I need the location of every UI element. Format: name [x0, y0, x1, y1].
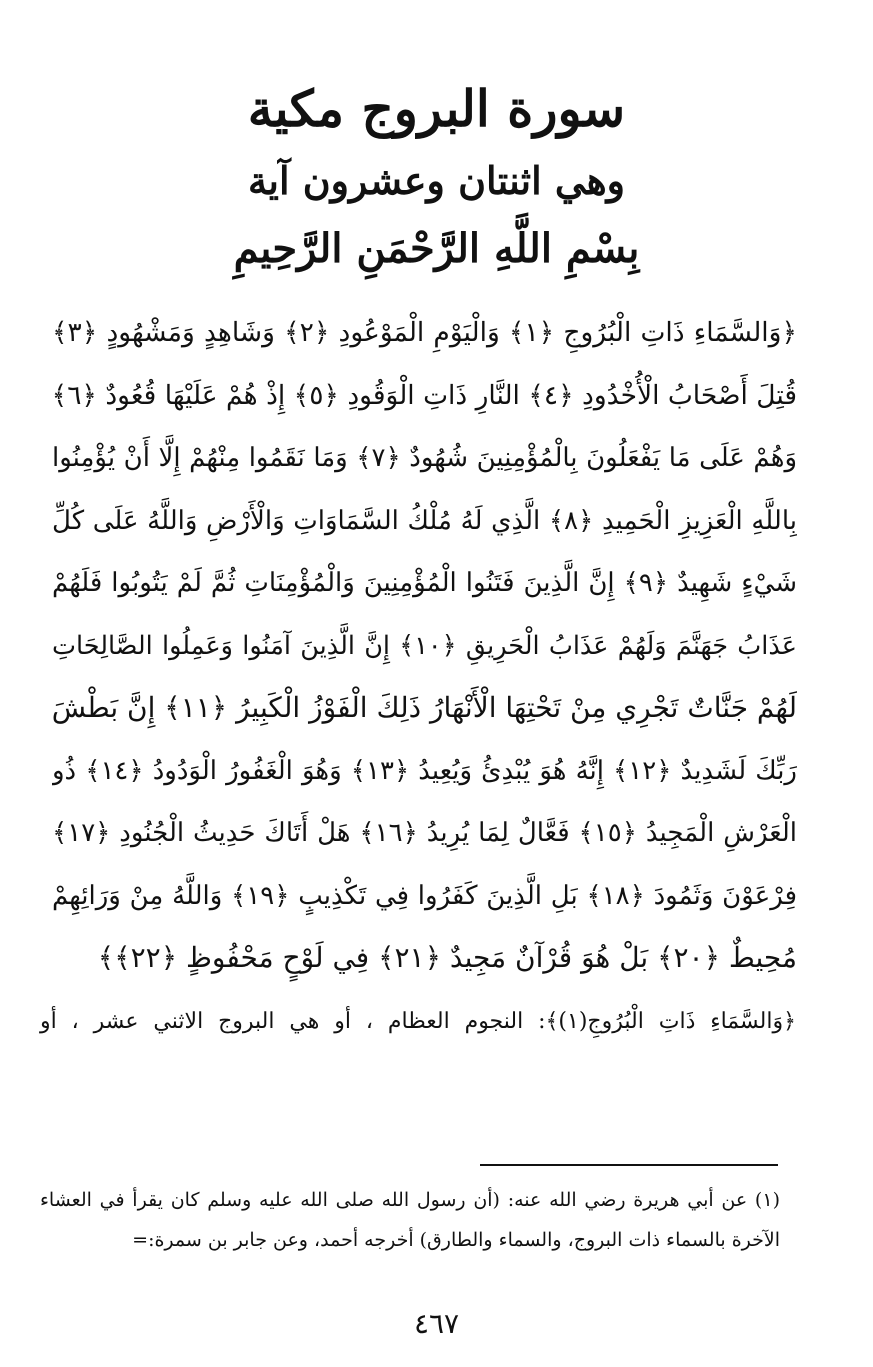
basmala: بِسْمِ اللَّهِ الرَّحْمَنِ الرَّحِيمِ: [233, 225, 640, 272]
verse-line: قُتِلَ أَصْحَابُ الْأُخْدُودِ ﴿٤﴾ النَّارِ ذَاتِ الْوَقُودِ ﴿٥﴾ إِذْ هُمْ عَلَيْهَا قُعُودٌ ﴿٦﴾: [52, 379, 797, 411]
surah-title: سورة البروج مكية: [247, 79, 626, 138]
verse-line: رَبِّكَ لَشَدِيدٌ ﴿١٢﴾ إِنَّهُ هُوَ يُبْدِئُ وَيُعِيدُ ﴿١٣﴾ وَهُوَ الْغَفُورُ الْوَدُودُ ﴿١٤﴾ ذُو: [52, 755, 797, 786]
verse-count-subtitle: وهي اثنتان وعشرون آية: [248, 158, 625, 203]
verse-line: شَيْءٍ شَهِيدٌ ﴿٩﴾ إِنَّ الَّذِينَ فَتَنُوا الْمُؤْمِنِينَ وَالْمُؤْمِنَاتِ ثُمَّ لَمْ يَتُوبُوا فَلَهُمْ: [52, 568, 797, 598]
verse-line: لَهُمْ جَنَّاتٌ تَجْرِي مِنْ تَحْتِهَا الْأَنْهَارُ ذَلِكَ الْفَوْزُ الْكَبِيرُ ﴿١١﴾ إِنَّ بَطْشَ: [52, 691, 797, 724]
verse-line: مُحِيطٌ ﴿٢٠﴾ بَلْ هُوَ قُرْآنٌ مَجِيدٌ ﴿٢١﴾ فِي لَوْحٍ مَحْفُوظٍ ﴿٢٢﴾﴾: [97, 941, 797, 974]
footnote-line: الآخرة بالسماء ذات البروج، والسماء والطارق) أخرجه أحمد، وعن جابر بن سمرة:=: [132, 1229, 780, 1251]
verse-line: عَذَابُ جَهَنَّمَ وَلَهُمْ عَذَابُ الْحَرِيقِ ﴿١٠﴾ إِنَّ الَّذِينَ آمَنُوا وَعَمِلُوا الصَّالِحَاتِ: [52, 630, 797, 661]
surah-header: [0, 70, 873, 284]
footnotes: [40, 1180, 780, 1260]
footnote-divider: [480, 1164, 778, 1166]
verse-line: الْعَرْشِ الْمَجِيدُ ﴿١٥﴾ فَعَّالٌ لِمَا يُرِيدُ ﴿١٦﴾ هَلْ أَتَاكَ حَدِيثُ الْجُنُودِ ﴿١٧﴾: [52, 818, 797, 848]
page-number: ٤٦٧: [413, 1307, 460, 1340]
verse-line: ﴿وَالسَّمَاءِ ذَاتِ الْبُرُوجِ ﴿١﴾ وَالْيَوْمِ الْمَوْعُودِ ﴿٢﴾ وَشَاهِدٍ وَمَشْهُودٍ ﴿٣﴾: [52, 317, 797, 348]
verse-line: وَهُمْ عَلَى مَا يَفْعَلُونَ بِالْمُؤْمِنِينَ شُهُودٌ ﴿٧﴾ وَمَا نَقَمُوا مِنْهُمْ إِلَّا أَنْ يُؤْمِنُوا: [52, 443, 797, 473]
verse-line: بِاللَّهِ الْعَزِيزِ الْحَمِيدِ ﴿٨﴾ الَّذِي لَهُ مُلْكُ السَّمَاوَاتِ وَالْأَرْضِ وَاللَّهُ عَلَى كُلِّ: [52, 505, 797, 536]
verses-block: [52, 302, 797, 990]
footnote-line: (١) عن أبي هريرة رضي الله عنه: (أن رسول الله صلى الله عليه وسلم كان يقرأ في العشاء: [40, 1189, 780, 1211]
commentary-text: ﴿وَالسَّمَاءِ ذَاتِ الْبُرُوجِ(١)﴾: النجوم العظام ، أو هي البروج الاثني عشر ، أو: [40, 1009, 796, 1034]
verse-line: فِرْعَوْنَ وَثَمُودَ ﴿١٨﴾ بَلِ الَّذِينَ كَفَرُوا فِي تَكْذِيبٍ ﴿١٩﴾ وَاللَّهُ مِنْ وَرَائِهِمْ: [52, 880, 797, 911]
